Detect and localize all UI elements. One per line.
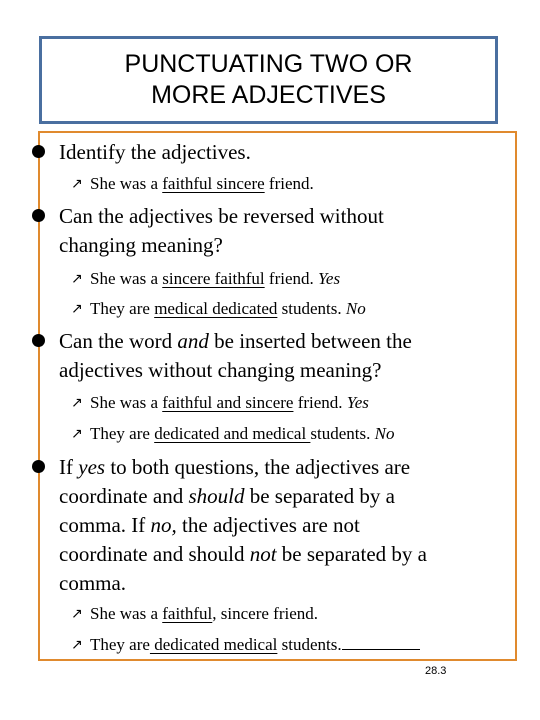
adjective-pair: faithful sincere (162, 174, 265, 193)
bullet-reverse-question-line-2: changing meaning? (59, 233, 223, 257)
example-line: They are dedicated and medical students. No (90, 424, 395, 443)
bullet-icon (32, 460, 45, 473)
adjective-pair: faithful and sincere (162, 393, 294, 412)
verdict: No (374, 424, 395, 443)
bullet-icon (32, 145, 45, 158)
bullet-insert-and-line-2: adjectives without changing meaning? (59, 358, 382, 382)
page-number: 28.3 (425, 665, 447, 677)
arrow-icon: ↗ (71, 395, 83, 411)
arrow-icon: ↗ (71, 301, 83, 317)
adjective-pair: faithful (162, 604, 213, 623)
verdict: Yes (346, 393, 369, 412)
slide-title (39, 36, 498, 124)
verdict: No (345, 299, 366, 318)
bullet-icon (32, 334, 45, 347)
arrow-icon: ↗ (71, 271, 83, 287)
example-line: She was a faithful sincere friend. (90, 174, 314, 193)
example-line: They are medical dedicated students. No (90, 299, 366, 318)
example-line: She was a faithful and sincere friend. Yes (90, 393, 369, 412)
adjective-pair: dedicated and medical (154, 424, 311, 443)
bullet-rule-line-2: coordinate and should be separated by a (59, 484, 395, 508)
adjective-pair: dedicated medical (149, 635, 278, 654)
bullet-identify-adjectives: Identify the adjectives. (59, 140, 251, 164)
example-line: She was a faithful, sincere friend. (90, 604, 319, 623)
title-line-1: PUNCTUATING TWO OR (124, 50, 413, 78)
arrow-icon: ↗ (71, 176, 83, 192)
title-line-2: MORE ADJECTIVES (151, 81, 386, 109)
arrow-icon: ↗ (71, 606, 83, 622)
example-line: They are dedicated medical students. (90, 634, 420, 656)
example-line: She was a sincere faithful friend. Yes (90, 269, 341, 288)
bullet-rule-line-1: If yes to both questions, the adjectives are (59, 455, 411, 479)
bullet-insert-and-line-1: Can the word and be inserted between the (59, 329, 412, 353)
bullet-rule-line-5: comma. (59, 571, 127, 595)
bullet-rule-line-3: comma. If no, the adjectives are not (59, 513, 360, 537)
arrow-icon: ↗ (71, 426, 83, 442)
bullet-reverse-question-line-1: Can the adjectives be reversed without (59, 204, 384, 228)
answer-blank (342, 635, 420, 650)
adjective-pair: medical dedicated (154, 299, 278, 318)
bullet-icon (32, 209, 45, 222)
verdict: Yes (318, 269, 341, 288)
bullet-rule-line-4: coordinate and should not be separated by a (59, 542, 427, 566)
arrow-icon: ↗ (71, 637, 83, 653)
adjective-pair: sincere faithful (162, 269, 265, 288)
